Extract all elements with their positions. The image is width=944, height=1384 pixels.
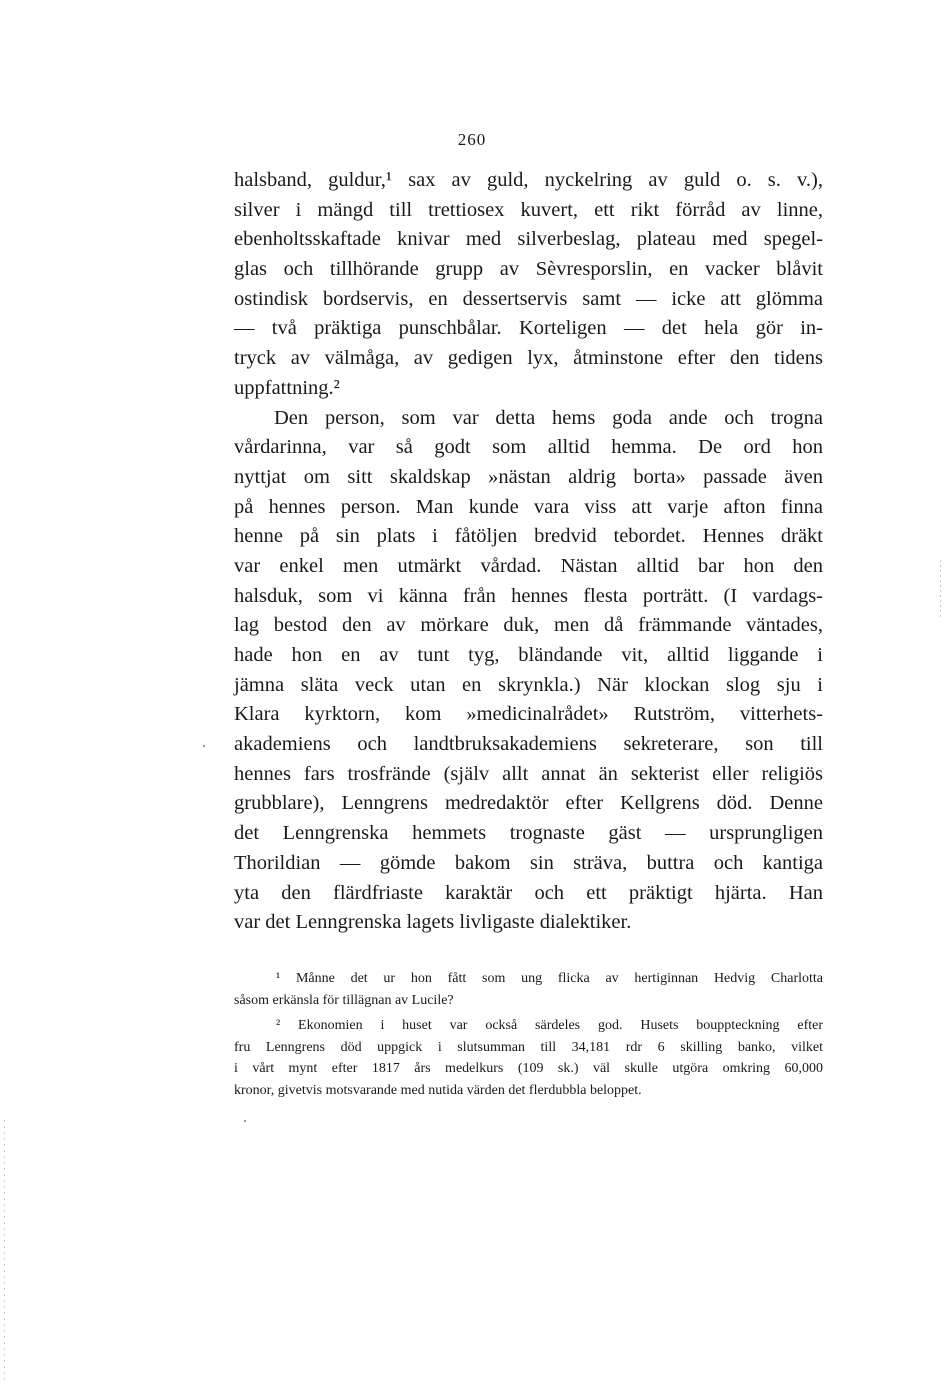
text-line: Thorildian — gömde bakom sin sträva, buttra och kantiga — [234, 851, 823, 874]
page-number: 260 — [457, 130, 487, 149]
text-line: nyttjat om sitt skaldskap »nästan aldrig borta» passade även — [234, 465, 823, 488]
text-line: yta den flärdfriaste karaktär och ett präktigt hjärta. Han — [234, 881, 823, 904]
footnote-1-line: såsom erkänsla för tillägnan av Lucile? — [234, 992, 454, 1008]
scan-speck — [244, 1120, 246, 1122]
footnote-2-line: ² Ekonomien i huset var också särdeles god. Husets bouppteckning efter — [276, 1018, 823, 1034]
text-line: akademiens och landtbruksakademiens sekreterare, son till — [234, 733, 823, 756]
text-line: — två präktiga punschbålar. Korteligen — det hela gör in- — [234, 317, 823, 340]
text-line: tryck av välmåga, av gedigen lyx, åtminstone efter den tidens — [234, 347, 823, 370]
text-line: var enkel men utmärkt vårdad. Nästan alltid bar hon den — [234, 554, 823, 577]
text-line: ostindisk bordservis, en dessertservis samt — icke att glömma — [234, 287, 823, 310]
text-line: glas och tillhörande grupp av Sèvresporslin, en vacker blåvit — [234, 258, 823, 281]
text-line: jämna släta veck utan en skrynkla.) När klockan slog sju i — [234, 673, 823, 696]
footnote-2-line: i vårt mynt efter 1817 års medelkurs (109 sk.) väl skulle utgöra omkring 60,000 — [234, 1061, 823, 1077]
text-line: silver i mängd till trettiosex kuvert, ett rikt förråd av linne, — [234, 198, 823, 221]
text-line: halsband, guldur,¹ sax av guld, nyckelring av guld o. s. v.), — [234, 169, 823, 191]
text-line: var det Lenngrenska lagets livligaste dialektiker. — [234, 911, 632, 934]
scan-speck — [203, 745, 205, 747]
text-line: halsduk, som vi känna från hennes flesta porträtt. (I vardags- — [234, 584, 823, 607]
text-line: det Lenngrenska hemmets trognaste gäst — ursprungligen — [234, 822, 823, 845]
text-line: Den person, som var detta hems goda ande och trogna — [274, 406, 823, 429]
text-line: på hennes person. Man kunde vara viss att varje afton finna — [234, 495, 823, 518]
text-line: vårdarinna, var så godt som alltid hemma. De ord hon — [234, 436, 823, 459]
text-line: ebenholtsskaftade knivar med silverbeslag, plateau med spegel- — [234, 228, 823, 251]
footnote-2-line: fru Lenngrens död uppgick i slutsumman till 34,181 rdr 6 skilling banko, vilket — [234, 1039, 823, 1055]
main-text — [234, 166, 823, 938]
footnotes — [234, 968, 823, 1102]
footnote-2-line: kronor, givetvis motsvarande med nutida värden det flerdubbla beloppet. — [234, 1082, 642, 1098]
text-line: lag bestod den av mörkare duk, men då främmande väntades, — [234, 614, 823, 637]
text-line: uppfattning.² — [234, 376, 340, 399]
text-line: Klara kyrktorn, kom »medicinalrådet» Rutström, vitterhets- — [234, 703, 823, 726]
text-line: henne på sin plats i fåtöljen bredvid tebordet. Hennes dräkt — [234, 525, 823, 548]
scan-edge-mark — [940, 560, 941, 620]
text-line: hennes fars trosfrände (själv allt annat än sekterist eller religiös — [234, 762, 823, 785]
footnote-1-line: ¹ Månne det ur hon fått som ung flicka av hertiginnan Hedvig Charlotta — [276, 971, 823, 986]
text-line: grubblare), Lenngrens medredaktör efter Kellgrens död. Denne — [234, 792, 823, 815]
text-line: hade hon en av tunt tyg, bländande vit, alltid liggande i — [234, 644, 823, 666]
scan-edge-mark — [4, 1120, 5, 1380]
